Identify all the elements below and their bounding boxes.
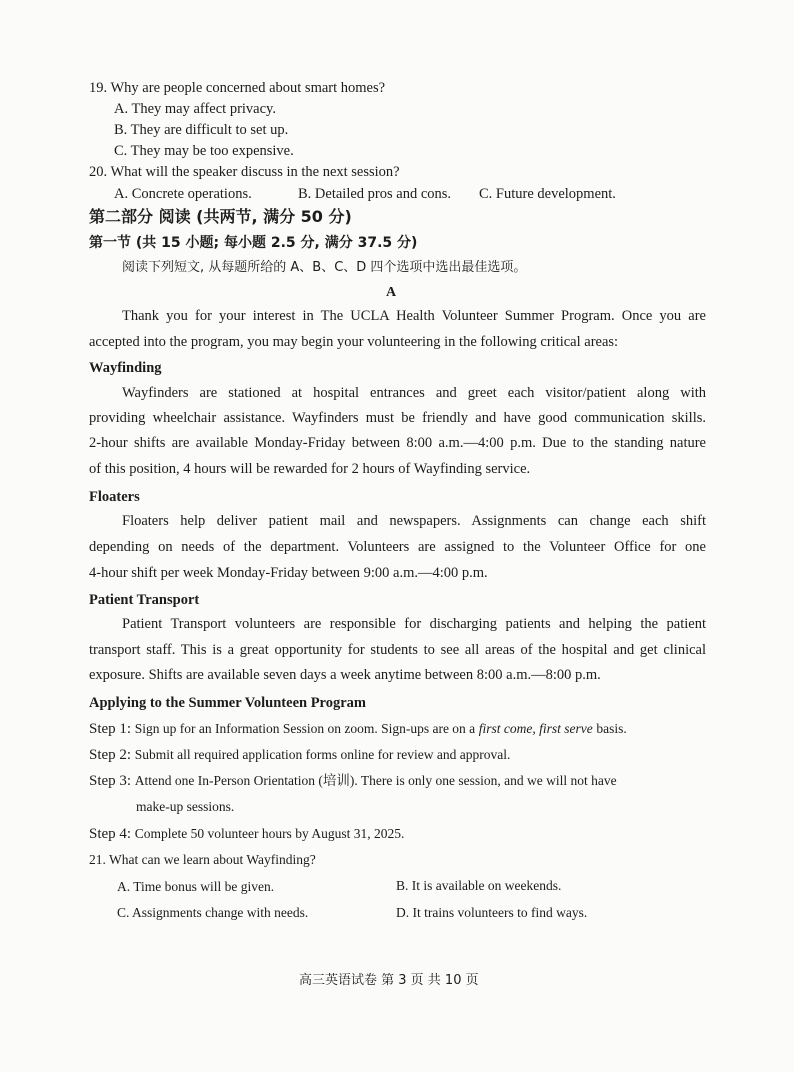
transport-line-1: Patient Transport volunteers are responsible for discharging patients and helping the patient [122,616,706,632]
applying-heading: Applying to the Summer Volunteen Program [89,695,366,711]
question-20-option-a: A. Concrete operations. [114,186,252,202]
question-19-option-b: B. They are difficult to set up. [114,122,289,138]
page-footer: 高三英语试卷 第 3 页 共 10 页 [299,973,479,988]
floaters-line-2: depending on needs of the department. Volunteers are assigned to the Volunteer Office for one [89,539,706,555]
step-3-label: Step 3: [89,773,132,789]
step-3 [89,771,617,791]
question-20-option-b: B. Detailed pros and cons. [298,186,452,202]
step-2 [89,745,510,765]
transport-line-2: transport staff. This is a great opportunity for students to see all areas of the hospital and get clinical [89,642,706,658]
wayfinding-line-1: Wayfinders are stationed at hospital entrances and greet each visitor/patient along with [122,385,706,401]
wayfinding-line-4: of this position, 4 hours will be rewarded for 2 hours of Wayfinding service. [89,461,531,477]
question-21-option-b: B. It is available on weekends. [396,878,562,893]
step-4 [89,824,404,844]
step-4-text: Complete 50 volunteer hours by August 31, 2025. [134,826,405,841]
step-3-text-continued: make-up sessions. [136,799,235,814]
floaters-heading: Floaters [89,489,140,505]
passage-intro-line-2: accepted into the program, you may begin your volunteering in the following critical areas: [89,334,619,350]
section-1-title: 第一节 (共 15 小题; 每小题 2.5 分, 满分 37.5 分) [89,235,418,251]
step-1-text-b: basis. [596,721,627,736]
question-19-option-a: A. They may affect privacy. [114,101,276,117]
step-2-label: Step 2: [89,747,132,763]
question-20-option-c: C. Future development. [479,186,616,202]
floaters-line-1: Floaters help deliver patient mail and newspapers. Assignments can change each shift [122,513,706,529]
question-21-option-a: A. Time bonus will be given. [117,879,275,894]
wayfinding-heading: Wayfinding [89,360,162,376]
question-21-option-d: D. It trains volunteers to find ways. [396,905,588,920]
floaters-line-3: 4-hour shift per week Monday-Friday between 9:00 a.m.—4:00 p.m. [89,565,488,581]
transport-heading: Patient Transport [89,592,200,608]
question-20-stem: 20. What will the speaker discuss in the next session? [89,164,400,180]
part-2-title: 第二部分 阅读 (共两节, 满分 50 分) [89,207,352,226]
step-1-italic: first come, first serve [478,721,593,736]
question-21-option-c: C. Assignments change with needs. [117,905,309,920]
passage-label: A [386,285,397,300]
wayfinding-line-3: 2-hour shifts are available Monday-Friday between 8:00 a.m.—4:00 p.m. Due to the standing nature [89,435,706,451]
passage-intro-line-1: Thank you for your interest in The UCLA Health Volunteer Summer Program. Once you are [122,308,706,324]
question-19-option-c: C. They may be too expensive. [114,143,294,159]
step-1 [89,719,627,739]
step-2-text: Submit all required application forms online for review and approval. [134,747,511,762]
step-4-label: Step 4: [89,826,132,842]
question-21-stem: 21. What can we learn about Wayfinding? [89,852,316,867]
step-1-label: Step 1: [89,721,132,737]
step-3-text: Attend one In-Person Orientation (培训). There is only one session, and we will not have [134,773,617,788]
reading-instruction: 阅读下列短文, 从每题所给的 A、B、C、D 四个选项中选出最佳选项。 [122,260,527,275]
transport-line-3: exposure. Shifts are available seven days a week anytime between 8:00 a.m.—8:00 p.m. [89,667,601,683]
question-19-stem: 19. Why are people concerned about smart homes? [89,80,386,96]
step-1-text-a: Sign up for an Information Session on zoom. Sign-ups are on a [134,721,476,736]
wayfinding-line-2: providing wheelchair assistance. Wayfinders must be friendly and have good communication skills. [89,410,706,426]
